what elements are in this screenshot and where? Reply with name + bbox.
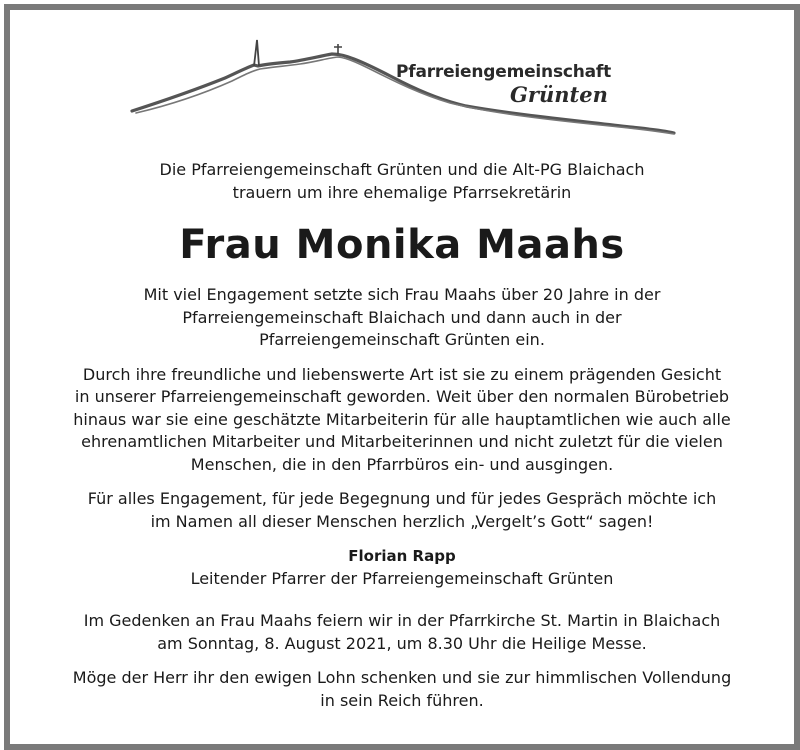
paragraph-line: Menschen, die in den Pfarrbüros ein- und ausgingen. [190, 454, 614, 474]
paragraph-line: Mit viel Engagement setzte sich Frau Maahs über 20 Jahre in der [143, 285, 661, 304]
signature-name: Florian Rapp [348, 547, 456, 565]
paragraph-line: hinaus war sie eine geschätzte Mitarbeiterin für alle hauptamtlichen wie auch alle [73, 409, 731, 429]
signature-role: Leitender Pfarrer der Pfarreiengemeinschaft Grünten [190, 568, 614, 588]
paragraph-thanks [10, 488, 794, 533]
obituary-content [10, 159, 794, 712]
paragraph-character [10, 364, 794, 477]
obituary-frame [4, 4, 800, 750]
closing-prayer [10, 667, 794, 712]
paragraph-line: Pfarreiengemeinschaft Grünten ein. [259, 330, 545, 349]
logo-title: Pfarreiengemeinschaft [396, 62, 612, 82]
paragraph-line: im Namen all dieser Menschen herzlich „Vergelt’s Gott“ sagen! [150, 511, 654, 531]
parish-logo [10, 10, 794, 150]
intro-line: trauern um ihre ehemalige Pfarrsekretärin [232, 182, 572, 202]
paragraph-line: in unserer Pfarreiengemeinschaft geworden. Weit über den normalen Bürobetrieb [74, 387, 730, 406]
mass-line: am Sonntag, 8. August 2021, um 8.30 Uhr die Heilige Messe. [157, 633, 647, 653]
intro-line: Die Pfarreiengemeinschaft Grünten und die Alt-PG Blaichach [159, 160, 645, 179]
deceased-name: Frau Monika Maahs [179, 222, 625, 268]
paragraph-line: Pfarreiengemeinschaft Blaichach und dann auch in der [182, 307, 622, 327]
paragraph-line: Für alles Engagement, für jede Begegnung und für jedes Gespräch möchte ich [87, 489, 717, 508]
mass-announcement [10, 610, 794, 655]
closing-line: in sein Reich führen. [320, 690, 484, 710]
paragraph-line: Durch ihre freundliche und liebenswerte Art ist sie zu einem prägenden Gesicht [82, 364, 722, 384]
mass-line: Im Gedenken an Frau Maahs feiern wir in der Pfarrkirche St. Martin in Blaichach [83, 611, 721, 630]
logo-subtitle: Grünten [510, 82, 608, 107]
paragraph-line: ehrenamtlichen Mitarbeiter und Mitarbeiterinnen und nicht zuletzt für die vielen [81, 432, 723, 451]
closing-line: Möge der Herr ihr den ewigen Lohn schenken und sie zur himmlischen Vollendung [72, 668, 732, 687]
paragraph-engagement [10, 284, 794, 352]
intro [10, 159, 794, 204]
